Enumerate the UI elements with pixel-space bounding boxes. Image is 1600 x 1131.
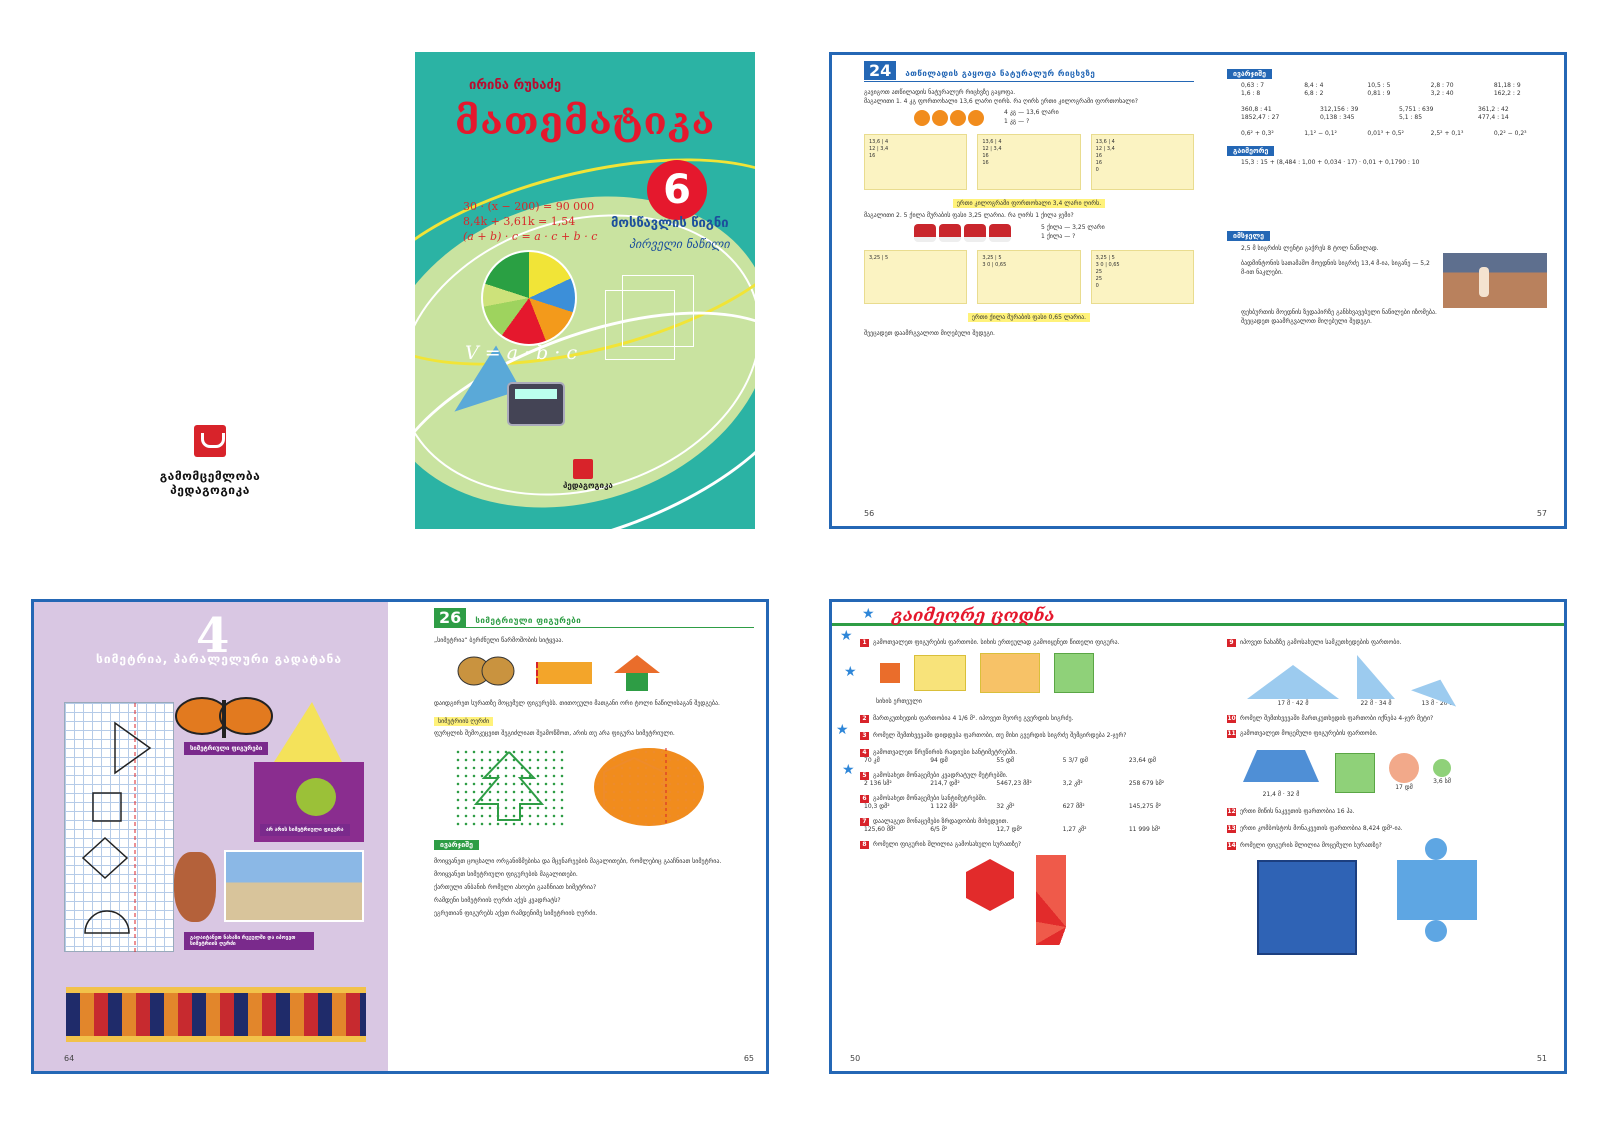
exercise-row: 1852,47 : 27 0,138 : 345 5,1 : 85 477,4 : 14: [1241, 114, 1509, 121]
cover-part: პირველი ნაწილი: [629, 237, 730, 251]
circle-figure: 17 დმ: [1389, 753, 1419, 792]
values-row: 70 კმ 94 დმ 55 დმ 5 3/7 დმ 23,64 დმ: [864, 757, 1156, 764]
jam-jars-image: [914, 224, 1011, 242]
example-1-data: 1 კგ — ?: [1004, 118, 1030, 125]
lesson-title: სიმეტრიული ფიგურები: [475, 616, 582, 625]
lesson-intro: გავიგოთ ათწილადის ნატურალურ რიცხვზე გაყოფა.: [864, 89, 1016, 96]
lesson-number: 26: [434, 608, 466, 627]
example-1-data: 4 კგ — 13,6 ლარი: [1004, 109, 1059, 116]
symmetric-label: სიმეტრიული ფიგურები: [184, 742, 268, 755]
lesson-title: ათწილადის გაყოფა ნატურალურ რიცხვზე: [905, 69, 1096, 78]
review-item: 6 გამოსახეთ მონაცემები სანტიმეტრებში.: [860, 794, 1185, 803]
book-cover: [415, 52, 755, 529]
yellow-triangle-icon: [274, 702, 342, 762]
example-2: მაგალითი 2. 5 ქილა მურაბის ფასი 3,25 ლარია. რა ღირს 1 ქილა ჯემი?: [864, 212, 1074, 219]
review-item: 5 გამოსახეთ მონაცემები კვადრატულ მეტრებში.: [860, 771, 1185, 780]
bottom-label: გადაიტანეთ ნახაზი რვეულში და იპოვეთ სიმეტრიის ღერძი: [184, 932, 314, 950]
calculator-icon: [507, 382, 565, 426]
division-box: 3,25 | 5 3 0 | 0,65 25 25 0: [1091, 250, 1194, 304]
page-64: [34, 602, 388, 1071]
paragraph-2: დაიდგირეთ სურათზე მოცემულ ფიგურებს. თითოეული მათგანი ორი ტოლი ნაწილისაგან შედგება.: [434, 700, 720, 707]
review-item: 9 იპოვეთ ნახაზზე გამოსახული სამკუთხედების ფართობი.: [1227, 638, 1547, 647]
house-arrow-icon: [612, 653, 662, 693]
page-number: 56: [864, 509, 875, 518]
review-item: 1 გამოთვალეთ ფიგურების ფართობი. სიხის ერთეულად გამოიყენეთ წითელი ფიგურა.: [860, 638, 1185, 647]
page-number: 64: [64, 1054, 75, 1063]
review-item: 14 რომელი ფიგურის შლილია მოცემული სურათზე?: [1227, 841, 1382, 849]
exercise-9: ფეხბურთის მოედნის ზედაპირზე განსხვავებული ნაწილები იზომება.: [1241, 309, 1437, 316]
division-box: 3,25 | 5: [864, 250, 967, 304]
publisher-logo-icon: [573, 459, 593, 479]
spread-pages-50-51: [829, 599, 1567, 1074]
values-row: 125,60 მმ² 6/5 მ² 12,7 დმ² 1,27 კმ² 11 999 სმ²: [864, 826, 1161, 833]
star-icon: ★: [840, 628, 853, 644]
note-text: შეეცადეთ დაამრგვალოთ მიღებული შედეგი.: [1241, 318, 1372, 325]
note-text: შეეცადეთ დაამრგვალოთ მიღებული შედეგი.: [864, 330, 995, 337]
practice-item: მოიყვანეთ ცოცხალი ორგანიზმებისა და მცენარეების მაგალითები, რომლებიც გააჩნიათ სიმეტრია.: [434, 858, 722, 865]
values-row: 2 136 სმ² 214,7 დმ² 5467,23 მმ² 3,2 კმ² 258 679 სმ²: [864, 780, 1165, 787]
page-number: 57: [1536, 509, 1547, 518]
exercise-row: 0,6² + 0,3² 1,1² − 0,1² 0,01³ + 0,5² 2,5² + 0,1³ 0,2² − 0,2³: [1241, 130, 1527, 137]
dot-grid-house: [594, 748, 704, 826]
star-icon: ★: [844, 664, 857, 680]
cover-title: მათემატიკა: [455, 98, 716, 143]
exercise-row: 1,6 : 8 6,8 : 2 0,81 : 9 3,2 : 40 162,2 : 2: [1241, 90, 1521, 97]
page-number: 65: [743, 1054, 754, 1063]
spread-pages-56-57: [829, 52, 1567, 529]
cover-grade-badge: 6: [647, 160, 707, 220]
triangle-figure: 13 მ · 20 მ: [1413, 679, 1461, 708]
review-title: გაიმეორე ცოდნა: [892, 606, 1055, 626]
practice-item: მოიყვანეთ სიმეტრიული ფიგურების მაგალითები.: [434, 871, 578, 878]
review-item: 3 რომელ შემთხვევაში დიდდება ფართობი, თუ მისი გვერდის სიგრძე შემცირდება 2-ჯერ?: [860, 731, 1185, 740]
review-item: 8 რომელი ფიგურის შლილია გამოსახული სურათზე?: [860, 840, 1185, 849]
publisher-name: გამომცემლობა პედაგოგიკა: [159, 469, 261, 497]
spread-pages-64-65: [31, 599, 769, 1074]
exercise-7: 2,5 მ სიგრძის ლენტი გაჭრეს 8 ტოლ ნაწილად.: [1241, 245, 1379, 252]
pyramid-net-icon: [1036, 855, 1136, 945]
lesson-intro: „სიმეტრია“ ბერძნული წარმოშობის სიტყვაა.: [434, 637, 564, 644]
publisher-logo: [130, 425, 290, 497]
rectangle-icon: [536, 662, 592, 684]
chapter-title: სიმეტრია, პარალელური გადატანა: [96, 652, 342, 666]
circle-figure: 3,6 სმ: [1433, 759, 1451, 786]
review-item: 2 მართკუთხედის ფართობია 4 1/6 მ². იპოვეთ მეორე გვერდის სიგრძე.: [860, 714, 1185, 723]
page-57: [1227, 55, 1547, 526]
values-row: 10,3 დმ² 1 122 მმ² 32 კმ² 627 მმ² 145,275 მ²: [864, 803, 1162, 810]
triangle-figure: 17 მ · 42 მ: [1247, 665, 1339, 708]
butterfly-icon: [174, 694, 274, 744]
lesson-number: 24: [864, 61, 896, 80]
exercise-8: ბადმინტონის სათამაშო მოედნის სიგრძე 13,4 მ-ია, სიგანე — 5,2 მ-ით ნაკლები.: [1241, 260, 1430, 276]
cylinder-net-icon: [1397, 860, 1477, 920]
review-item: 12 ერთი მიწის ნაკვეთის ფართობია 16 ჰა.: [1227, 807, 1355, 815]
paragraph-3: ფურცლის შემოკეცვით შეგიძლიათ შეამოწმოთ, არის თუ არა ფიგურა სიმეტრიული.: [434, 730, 675, 737]
review-item: 4 გამოთვალეთ წრეწირის რადიუსი სანტიმეტრებში.: [860, 748, 1185, 757]
practice-item: ქართული ანბანის რომელი ასოები გააჩნიათ სიმეტრია?: [434, 884, 597, 891]
cube-icon: [605, 290, 675, 360]
parthenon-photo: [224, 850, 364, 922]
ornament-rug: [66, 987, 366, 1042]
unit-label: სიხის ერთეული: [876, 698, 922, 705]
page-number: 51: [1536, 1054, 1547, 1063]
star-icon: ★: [842, 762, 855, 778]
page-65: [434, 602, 754, 1071]
example-1-answer: ერთი კილოგრამი ფორთოხალი 3,4 ლარი ღირს.: [953, 199, 1105, 208]
practice-item: ეგრეთიან ფიგურებს აქვთ რამდენიმე სიმეტრიის ღერძი.: [434, 910, 598, 917]
section-repeat: გაიმეორე: [1227, 146, 1274, 156]
hexagon-icon: [960, 855, 1020, 915]
composite-figure: [1335, 753, 1375, 793]
cover-author: ირინა რუხაძე: [469, 78, 562, 93]
division-box: 3,25 | 5 3 0 | 0,65: [977, 250, 1080, 304]
cover-volume-formula: V = a · b · c: [465, 342, 578, 364]
symmetric-shapes-row: [456, 653, 754, 693]
section-practice: ივარჯიშე: [434, 840, 479, 850]
box-3d-icon: [1257, 860, 1357, 955]
page-56: [864, 55, 1194, 526]
not-symmetric-label: არ არის სიმეტრიული ფიგურა: [260, 824, 350, 836]
cover-formula: 30 · (x − 200) = 90 000: [463, 200, 595, 213]
polygon-figure: [980, 653, 1040, 693]
cover-formula: 8,4k + 3,61k = 1,54: [463, 215, 576, 228]
practice-item: რამდენი სიმეტრიის ღერძი აქვს კვადრატს?: [434, 897, 561, 904]
highlight-term: სიმეტრიის ღერძი: [434, 717, 493, 726]
polygon-figure: [914, 655, 966, 691]
publisher-logo-icon: [194, 425, 226, 457]
cover-subtitle: მოსწავლის წიგნი: [611, 216, 729, 231]
review-item: 11 გამოთვალეთ მოცემული ფიგურების ფართობი.: [1227, 729, 1378, 737]
review-item: 13 ერთი კომბოსტოს მონაკვეთის ფართობია 8,424 დმ²-ია.: [1227, 824, 1403, 832]
dot-grid-tree: [454, 748, 564, 826]
area-figures-row: [880, 653, 1185, 693]
cover-publisher-label: პედაგოგიკა: [563, 481, 613, 490]
star-icon: ★: [836, 722, 849, 738]
grid-paper-figures: [64, 702, 174, 952]
page-51: [1227, 638, 1547, 1071]
oranges-image: [914, 110, 984, 126]
division-box: 13,6 | 4 12 | 3,4 16: [864, 134, 967, 190]
unit-square-icon: [880, 663, 900, 683]
badminton-photo: [1443, 253, 1547, 308]
triangle-figure: 22 მ · 34 მ: [1357, 655, 1395, 708]
example-1: მაგალითი 1. 4 კგ ფორთოხალი 13,6 ლარი ღირს. რა ღირს ერთი კილოგრამი ფორთოხალი?: [864, 98, 1138, 105]
pie-chart-icon: [481, 250, 577, 346]
page-number: 50: [850, 1054, 861, 1063]
trapezoid-figure: 21,4 მ · 32 მ: [1241, 746, 1321, 799]
review-item: 7 დაალაგეთ მონაცემები ზრდადობის მიხედვით.: [860, 817, 1185, 826]
example-2-data: 1 ქილა — ?: [1041, 233, 1076, 240]
example-2-data: 5 ქილა — 3,25 ლარი: [1041, 224, 1105, 231]
page-50: [850, 638, 1185, 1071]
division-box: 13,6 | 4 12 | 3,4 16 16 0: [1091, 134, 1194, 190]
division-box: 13,6 | 4 12 | 3,4 16 16: [977, 134, 1080, 190]
review-item: 10 რომელ შემთხვევაში მართკუთხედის ფართობი იქნება 4-ჯერ მეტი?: [1227, 714, 1434, 722]
amphora-icon: [174, 852, 216, 922]
exercise-row: 360,8 : 41 312,156 : 39 5,751 : 639 361,2 : 42: [1241, 106, 1509, 113]
section-practice: ივარჯიშე: [1227, 69, 1272, 79]
exercise-row: 15,3 : 15 + (8,484 : 1,00 + 0,034 · 17) · 0,01 + 0,1790 : 10: [1241, 159, 1420, 166]
star-icon: ★: [862, 606, 875, 622]
kettle-icon: [296, 778, 336, 816]
exercise-row: 0,63 : 7 8,4 : 4 10,5 : 5 2,8 : 70 81,18 : 9: [1241, 82, 1521, 89]
butterfly-icon: [456, 653, 516, 693]
cross-figure: [1054, 653, 1094, 693]
example-2-answer: ერთი ქილა მურაბის ფასი 0,65 ლარია.: [968, 313, 1090, 322]
chapter-number: 4: [196, 608, 230, 664]
section-reason: იმსჯელე: [1227, 231, 1270, 241]
cover-formula: (a + b) · c = a · c + b · c: [463, 230, 598, 243]
